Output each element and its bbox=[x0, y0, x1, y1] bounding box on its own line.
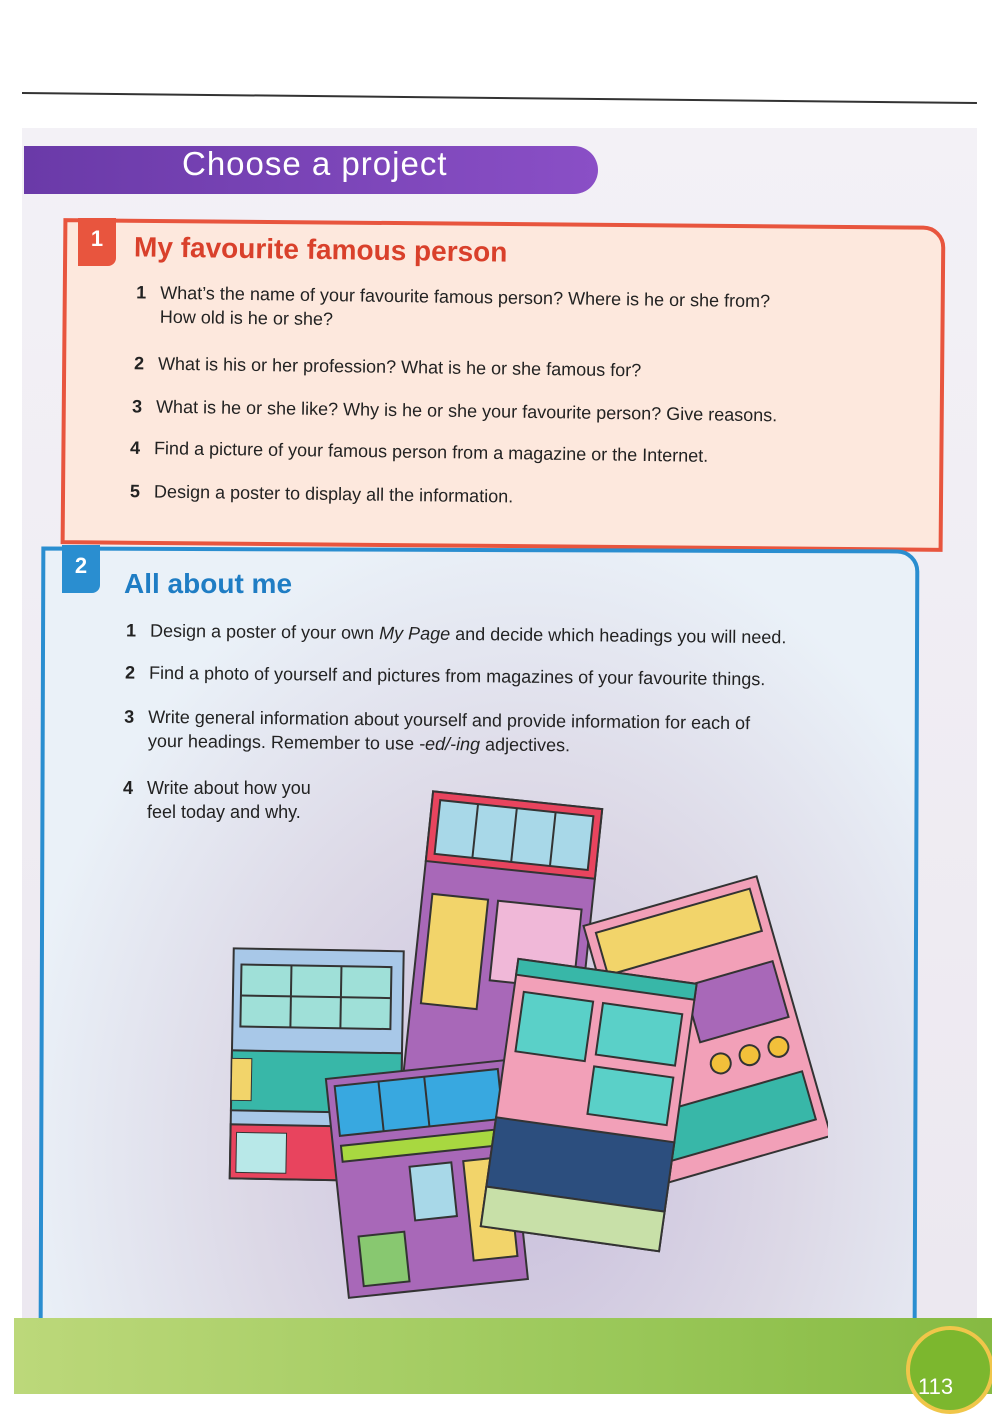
item-text-cont: How old is he or she? bbox=[159, 306, 334, 330]
item-number: 4 bbox=[129, 437, 141, 458]
item-text: Design a poster to display all the information. bbox=[153, 481, 514, 507]
item-text-end: adjectives. bbox=[479, 734, 571, 756]
item-text-end: and decide which headings you will need. bbox=[450, 623, 787, 648]
item-text: What’s the name of your favourite famous person? Where is he or she from? bbox=[160, 282, 771, 312]
item-text: What is his or her profession? What is he or she famous for? bbox=[157, 353, 642, 381]
project-1-title: My favourite famous person bbox=[133, 231, 508, 268]
item-text: What is he or she like? Why is he or she your favourite person? Give reasons. bbox=[155, 396, 778, 426]
web-pages-illustration bbox=[228, 790, 828, 1300]
page-number-badge bbox=[906, 1326, 992, 1414]
item-number: 1 bbox=[136, 282, 147, 303]
item-text-cont: your headings. Remember to use bbox=[147, 730, 420, 754]
item-number: 2 bbox=[133, 353, 145, 374]
page-title: Choose a project bbox=[182, 145, 448, 182]
top-rule bbox=[22, 92, 977, 104]
item-emphasis: -ed/-ing bbox=[418, 733, 481, 755]
project-2-item bbox=[124, 705, 751, 759]
item-number: 2 bbox=[124, 662, 136, 683]
item-text: Write general information about yourself and provide information for each of bbox=[148, 706, 751, 734]
item-emphasis: My Page bbox=[379, 623, 451, 644]
page-number: 113 bbox=[918, 1374, 954, 1399]
item-number: 4 bbox=[123, 778, 134, 798]
item-text: Find a photo of yourself and pictures from magazines of your favourite things. bbox=[148, 662, 766, 690]
item-number: 5 bbox=[129, 481, 141, 502]
item-text: Find a picture of your famous person from a magazine or the Internet. bbox=[153, 438, 709, 466]
project-1-number: 1 bbox=[78, 218, 116, 266]
item-number: 3 bbox=[131, 396, 143, 417]
page-sketch-5 bbox=[481, 959, 697, 1251]
item-text-cont: feel today and why. bbox=[147, 802, 301, 822]
project-2-number: 2 bbox=[62, 545, 100, 593]
item-number: 3 bbox=[124, 706, 135, 727]
project-1-item bbox=[129, 479, 514, 508]
item-number: 1 bbox=[125, 620, 137, 641]
project-1-item bbox=[136, 281, 771, 338]
footer-band bbox=[14, 1318, 992, 1394]
item-text: Design a poster of your own bbox=[149, 620, 380, 644]
item-text: Write about how you bbox=[147, 778, 311, 798]
project-2-title: All about me bbox=[124, 568, 293, 599]
